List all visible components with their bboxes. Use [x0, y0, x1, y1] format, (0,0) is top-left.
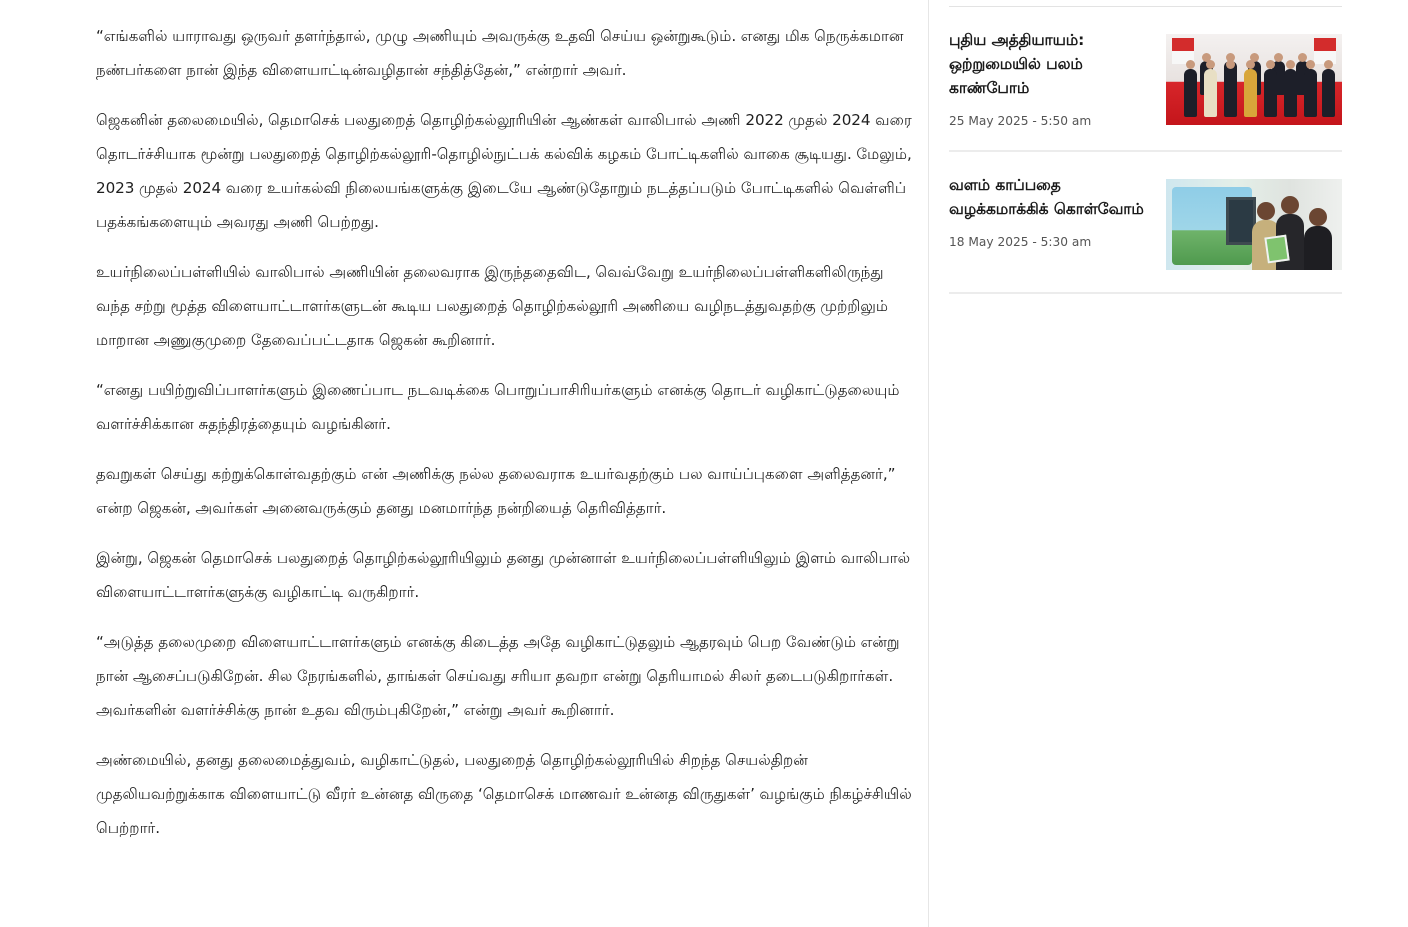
article-paragraph: “எங்களில் யாராவது ஒருவர் தளர்ந்தால், முழு அணியும் அவருக்கு உதவி செய்ய ஒன்றுகூடும். எனது மிக நெருக்கமான நண்பர்களை நான் இந்த விளையாட்டின்வழிதான் சந்தித்தேன்,” என்றார் அவர். [96, 27, 904, 79]
article-body [96, 19, 916, 861]
related-article-thumbnail[interactable] [1166, 179, 1342, 270]
related-article-title[interactable]: புதிய அத்தியாயம்: ஒற்றுமையில் பலம் காண்போம் [949, 31, 1085, 97]
article-paragraph: “அடுத்த தலைமுறை விளையாட்டாளர்களும் எனக்கு கிடைத்த அதே வழிகாட்டுதலும் ஆதரவும் பெற வேண்டும் என்று நான் ஆசைப்படுகிறேன். சில நேரங்களில், தாங்கள் செய்வது சரியா தவறா என்று தெரியாமல் சிலர் தடைபடுகிறார்கள். அவர்களின் வளர்ச்சிக்கு நான் உதவ விரும்புகிறேன்,” என்று அவர் கூறினார். [96, 633, 900, 719]
article-paragraph: “எனது பயிற்றுவிப்பாளர்களும் இணைப்பாட நடவடிக்கை பொறுப்பாசிரியர்களும் எனக்கு தொடர் வழிகாட்டுதலையும் வளர்ச்சிக்கான சுதந்திரத்தையும் வழங்கினர். [96, 381, 900, 433]
related-article-text [949, 28, 1149, 128]
article-paragraph: அண்மையில், தனது தலைமைத்துவம், வழிகாட்டுதல், பலதுறைத் தொழிற்கல்லூரியில் சிறந்த செயல்திறன் முதலியவற்றுக்காக விளையாட்டு வீரர் உன்னத விருதை ‘தெமாசெக் மாணவர் உன்னத விருதுகள்’ வழங்கும் நிகழ்ச்சியில் பெற்றார். [96, 751, 912, 837]
related-article-card[interactable] [949, 7, 1342, 152]
related-article-card[interactable] [949, 152, 1342, 294]
related-articles-sidebar [949, 0, 1342, 294]
related-article-text [949, 173, 1149, 249]
article-paragraph: தவறுகள் செய்து கற்றுக்கொள்வதற்கும் என் அணிக்கு நல்ல தலைவராக உயர்வதற்கும் பல வாய்ப்புகளை அளித்தனர்,” என்ற ஜெகன், அவர்கள் அனைவருக்கும் தனது மனமார்ந்த நன்றியைத் தெரிவித்தார். [96, 465, 896, 517]
related-article-title[interactable]: வளம் காப்பதை வழக்கமாக்கிக் கொள்வோம் [949, 176, 1144, 218]
article-paragraph: இன்று, ஜெகன் தெமாசெக் பலதுறைத் தொழிற்கல்லூரியிலும் தனது முன்னாள் உயர்நிலைப்பள்ளியிலும் இளம் வாலிபால் விளையாட்டாளர்களுக்கு வழிகாட்டி வருகிறார். [96, 549, 911, 601]
column-divider [928, 0, 929, 927]
related-article-date: 18 May 2025 - 5:30 am [949, 235, 1092, 249]
related-article-date: 25 May 2025 - 5:50 am [949, 114, 1092, 128]
article-paragraph: உயர்நிலைப்பள்ளியில் வாலிபால் அணியின் தலைவராக இருந்ததைவிட, வெவ்வேறு உயர்நிலைப்பள்ளிகளிலிருந்து வந்த சற்று மூத்த விளையாட்டாளர்களுடன் கூடிய பலதுறைத் தொழிற்கல்லூரி அணியை வழிநடத்துவதற்கு முற்றிலும் மாறான அணுகுமுறை தேவைப்பட்டதாக ஜெகன் கூறினார். [96, 263, 888, 349]
article-paragraph: ஜெகனின் தலைமையில், தெமாசெக் பலதுறைத் தொழிற்கல்லூரியின் ஆண்கள் வாலிபால் அணி 2022 முதல் 2024 வரை தொடர்ச்சியாக மூன்று பலதுறைத் தொழிற்கல்லூரி-தொழில்நுட்பக் கல்விக் கழகம் போட்டிகளில் வாகை சூடியது. மேலும், 2023 முதல் 2024 வரை உயர்கல்வி நிலையங்களுக்கு இடையே ஆண்டுதோறும் நடத்தப்படும் போட்டிகளில் வெள்ளிப் பதக்கங்களையும் அவரது அணி பெற்றது. [96, 111, 912, 231]
related-article-thumbnail[interactable] [1166, 34, 1342, 125]
